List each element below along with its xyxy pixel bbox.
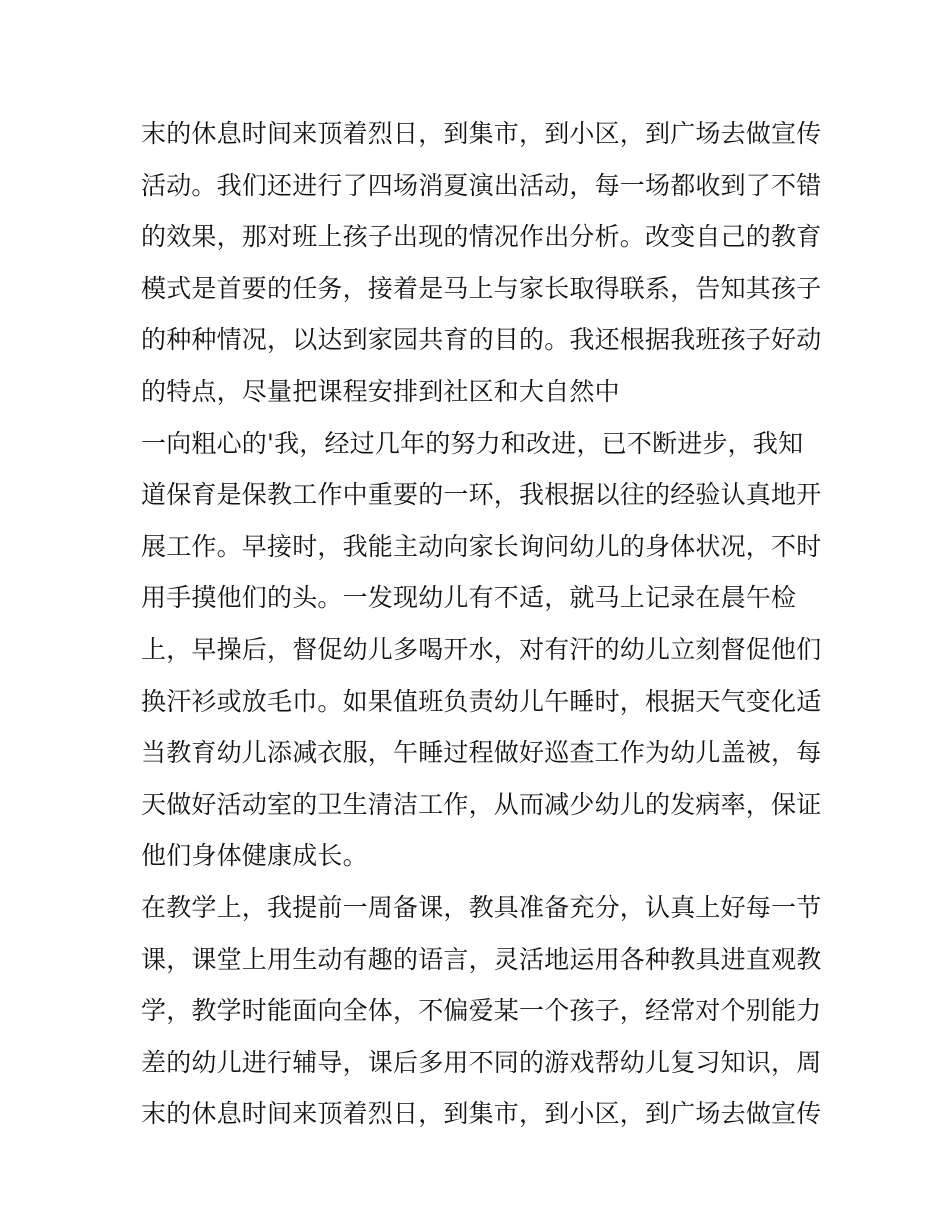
text-line: 的特点，尽量把课程安排到社区和大自然中 bbox=[141, 376, 620, 406]
body-text bbox=[141, 108, 821, 1140]
text-line: 他们身体健康成长。 bbox=[141, 841, 368, 871]
text-line: 的效果，那对班上孩子出现的情况作出分析。改变自己的教育 bbox=[141, 222, 822, 252]
text-line: 差的幼儿进行辅导，课后多用不同的游戏帮幼儿复习知识，周 bbox=[141, 1047, 822, 1077]
text-line: 当教育幼儿添减衣服，午睡过程做好巡查工作为幼儿盖被，每 bbox=[141, 738, 822, 768]
text-line: 天做好活动室的卫生清洁工作，从而减少幼儿的发病率，保证 bbox=[141, 789, 822, 819]
text-line: 模式是首要的任务，接着是马上与家长取得联系，告知其孩子 bbox=[141, 273, 822, 303]
text-line: 末的休息时间来顶着烈日，到集市，到小区，到广场去做宣传 bbox=[141, 1099, 822, 1129]
text-line: 道保育是保教工作中重要的一环，我根据以往的经验认真地开 bbox=[141, 480, 822, 510]
text-line: 的种种情况，以达到家园共育的目的。我还根据我班孩子好动 bbox=[141, 325, 822, 355]
text-line: 用手摸他们的头。一发现幼儿有不适，就马上记录在晨午检 bbox=[141, 583, 797, 613]
text-line: 一向粗心的'我，经过几年的努力和改进，已不断进步，我知 bbox=[141, 428, 804, 458]
text-line: 课，课堂上用生动有趣的语言，灵活地运用各种教具进直观教 bbox=[141, 944, 822, 974]
text-line: 学，教学时能面向全体，不偏爱某一个孩子，经常对个别能力 bbox=[141, 996, 822, 1026]
text-line: 换汗衫或放毛巾。如果值班负责幼儿午睡时，根据天气变化适 bbox=[141, 686, 822, 716]
text-line: 末的休息时间来顶着烈日，到集市，到小区，到广场去做宣传 bbox=[141, 119, 822, 148]
text-line: 上，早操后，督促幼儿多喝开水，对有汗的幼儿立刻督促他们 bbox=[141, 634, 822, 664]
text-line: 在教学上，我提前一周备课，教具准备充分，认真上好每一节 bbox=[141, 892, 822, 922]
text-line: 活动。我们还进行了四场消夏演出活动，每一场都收到了不错 bbox=[141, 170, 822, 200]
text-line: 展工作。早接时，我能主动向家长询问幼儿的身体状况，不时 bbox=[141, 531, 822, 561]
